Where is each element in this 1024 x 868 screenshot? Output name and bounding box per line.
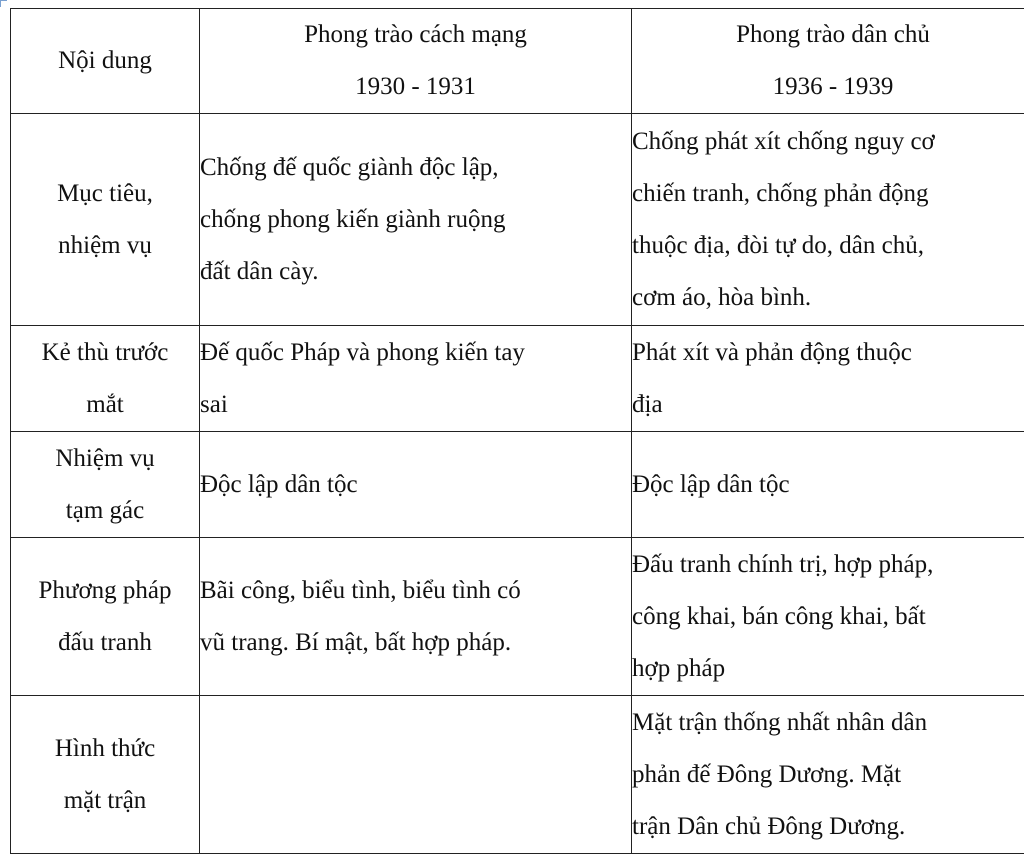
cell-enemy-1930: Đế quốc Pháp và phong kiến tay sai	[200, 326, 632, 432]
row-label-goals: Mục tiêu, nhiệm vụ	[11, 114, 200, 326]
row-label-front: Hình thức mặt trận	[11, 696, 200, 854]
header-row	[11, 9, 1024, 114]
cell-goals-1936: Chống phát xít chống nguy cơ chiến tranh, chống phản động thuộc địa, đòi tự do, dân chủ, cơm áo, hòa bình.	[632, 114, 1024, 326]
table-row	[11, 432, 1024, 538]
row-label-method: Phương pháp đấu tranh	[11, 538, 200, 696]
header-1936-title: Phong trào dân chủ	[736, 21, 930, 48]
header-1936-1939-column	[632, 9, 1024, 114]
header-content-label: Nội dung	[58, 47, 152, 74]
header-1936-years: 1936 - 1939	[772, 73, 894, 100]
row-label-enemy: Kẻ thù trước mắt	[11, 326, 200, 432]
cell-method-1936: Đấu tranh chính trị, hợp pháp, công khai, bán công khai, bất hợp pháp	[632, 538, 1024, 696]
cell-deferred-task-1936: Độc lập dân tộc	[632, 432, 1024, 538]
header-1930-title: Phong trào cách mạng	[304, 21, 527, 48]
cell-front-1936: Mặt trận thống nhất nhân dân phản đế Đông Dương. Mặt trận Dân chủ Đông Dương.	[632, 696, 1024, 854]
table-row	[11, 114, 1024, 326]
table-row	[11, 696, 1024, 854]
comparison-table	[10, 8, 1024, 854]
table-row	[11, 326, 1024, 432]
cell-front-1930	[200, 696, 632, 854]
cell-deferred-task-1930: Độc lập dân tộc	[200, 432, 632, 538]
cell-enemy-1936: Phát xít và phản động thuộc địa	[632, 326, 1024, 432]
header-1930-years: 1930 - 1931	[355, 73, 476, 100]
cell-method-1930: Bãi công, biểu tình, biểu tình có vũ trang. Bí mật, bất hợp pháp.	[200, 538, 632, 696]
cell-goals-1930: Chống đế quốc giành độc lập, chống phong kiến giành ruộng đất dân cày.	[200, 114, 632, 326]
header-1930-1931-column	[200, 9, 632, 114]
row-label-deferred-task: Nhiệm vụ tạm gác	[11, 432, 200, 538]
header-content-column	[11, 9, 200, 114]
table-row	[11, 538, 1024, 696]
document-corner-marker	[0, 0, 7, 7]
